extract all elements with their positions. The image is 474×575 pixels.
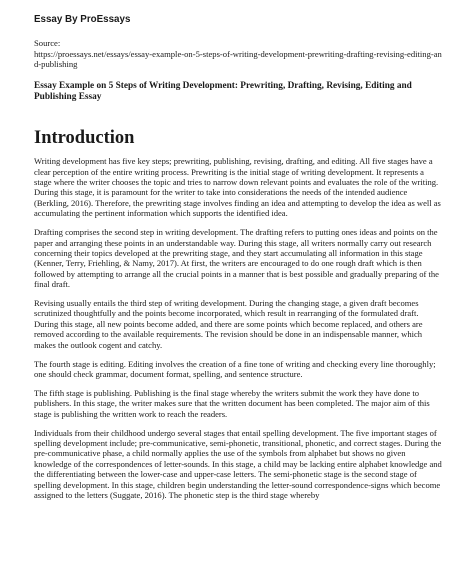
section-heading-introduction: Introduction bbox=[34, 128, 135, 149]
essay-title: Essay Example on 5 Steps of Writing Development: Prewriting, Drafting, Revising, Editing and Publishing Essay bbox=[34, 80, 412, 102]
brand-header: Essay By ProEssays bbox=[34, 14, 131, 25]
paragraph-2: Drafting comprises the second step in writing development. The drafting refers to putting ones ideas and points on the paper and arranging these points in an understandable way. During this stage, all writers normally carry out research concerning their topics developed at the prewriting stage, and they start accumulating all information in this stage (Kenner, Terry, Friehling, & Namy, 2017). At first, the writers are encouraged to do one rough draft which is then followed by attempting to arrange all the crucial points in a manner that is best possible and gradually preparing of the final draft. bbox=[34, 227, 439, 290]
paragraph-4: The fourth stage is editing. Editing involves the creation of a fine tone of writing and checking every line thoroughly; one should check grammar, document format, spelling, and sentence structure. bbox=[34, 358, 436, 379]
paragraph-5: The fifth stage is publishing. Publishing is the final stage whereby the writers submit the work they have done to publishers. In this stage, the writer makes sure that the written document has been completed. The major aim of this stage is publishing the written work to reach the readers. bbox=[34, 387, 430, 419]
source-url-link[interactable]: https://proessays.net/essays/essay-example-on-5-steps-of-writing-development-prewriting-drafting-revising-editing-and-publishing bbox=[34, 48, 442, 70]
paragraph-3: Revising usually entails the third step of writing development. During the changing stage, a given draft becomes scrutinized thoughtfully and the points become incorporated, which result in rearranging of the formulated draft. During this stage, all new points become added, and there are some points which become replaced, and others are removed according to the available requirements. The revision should be done in an indispensable manner, which makes the outlook cogent and catchy. bbox=[34, 298, 423, 350]
source-label: Source: bbox=[34, 38, 61, 48]
paragraph-6: Individuals from their childhood undergo several stages that entail spelling development. The five important stages of spelling development include; pre-communicative, semi-phonetic, transitional, phonetic, and correct stages. During the pre-communicative phase, a child normally applies the use of the symbols from alphabet but shows no given knowledge of the correspondences of letter-sounds. In this stage, a child may be lacking entire alphabet knowledge and the differentiating between the lower-case and upper-case letters. The semi-phonetic stage is the second stage of spelling development. In this stage, children begin understanding the letter-sound correspondence-signs which become assigned to the letters (Suggate, 2016). The phonetic step is the third stage whereby bbox=[34, 427, 442, 501]
paragraph-1: Writing development has five key steps; prewriting, publishing, revising, drafting, and editing. All five stages have a clear perception of the entire writing process. Prewriting is the initial stage of writing development. It represents a stage where the writer chooses the topic and tries to narrow down relevant points and evaluates the role of the writing. During this stage, it is paramount for the writer to take into considerations the needs of the intended audience (Berkling, 2016). Therefore, the prewriting stage involves finding an idea and attempting to develop the idea as well as accumulating the pertinent information which supports the identified idea. bbox=[34, 156, 441, 219]
